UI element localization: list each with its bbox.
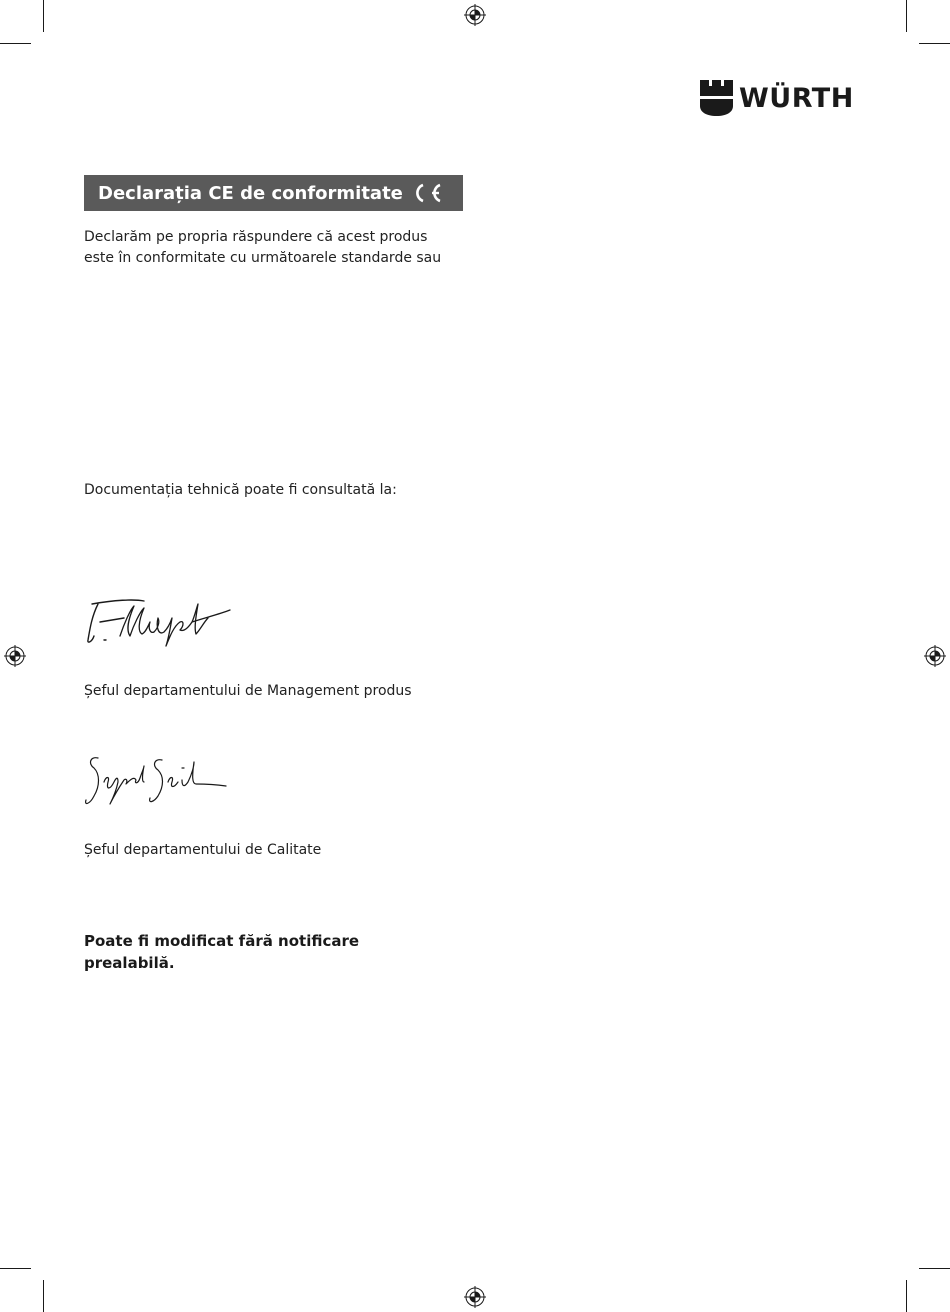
crop-mark-top-right-horizontal bbox=[919, 43, 950, 44]
modification-note bbox=[84, 930, 404, 974]
brand-name: WÜRTH bbox=[739, 82, 854, 114]
wurth-castle-icon bbox=[700, 80, 733, 116]
ce-mark-icon bbox=[409, 182, 443, 204]
signature-product-management bbox=[84, 596, 244, 648]
registration-mark-left-icon bbox=[4, 645, 26, 667]
declaration-line-2: este în conformitate cu următoarele standarde sau bbox=[84, 250, 442, 266]
declaration-line-1: Declarăm pe propria răspundere că acest produs bbox=[84, 229, 428, 245]
declaration-title-bar bbox=[84, 175, 463, 211]
registration-mark-top-icon bbox=[464, 4, 486, 26]
crop-mark-bottom-right-vertical bbox=[906, 1280, 907, 1312]
registration-mark-bottom-icon bbox=[464, 1286, 486, 1308]
modification-note-line-2: prealabilă. bbox=[84, 954, 175, 972]
crop-mark-bottom-left-vertical bbox=[43, 1280, 44, 1312]
page-title: Declarația CE de conformitate bbox=[98, 182, 403, 204]
signatory-role-product-management: Șeful departamentului de Management produs bbox=[84, 683, 412, 699]
crop-mark-top-left-vertical bbox=[43, 0, 44, 32]
signature-quality bbox=[82, 752, 232, 812]
crop-mark-top-left-horizontal bbox=[0, 43, 31, 44]
documentation-text: Documentația tehnică poate fi consultată la: bbox=[84, 482, 397, 498]
modification-note-line-1: Poate fi modificat fără notificare bbox=[84, 932, 360, 950]
signatory-role-quality: Șeful departamentului de Calitate bbox=[84, 842, 322, 858]
crop-mark-bottom-right-horizontal bbox=[919, 1268, 950, 1269]
crop-mark-bottom-left-horizontal bbox=[0, 1268, 31, 1269]
brand-logo bbox=[700, 79, 868, 117]
crop-mark-top-right-vertical bbox=[906, 0, 907, 32]
registration-mark-right-icon bbox=[924, 645, 946, 667]
